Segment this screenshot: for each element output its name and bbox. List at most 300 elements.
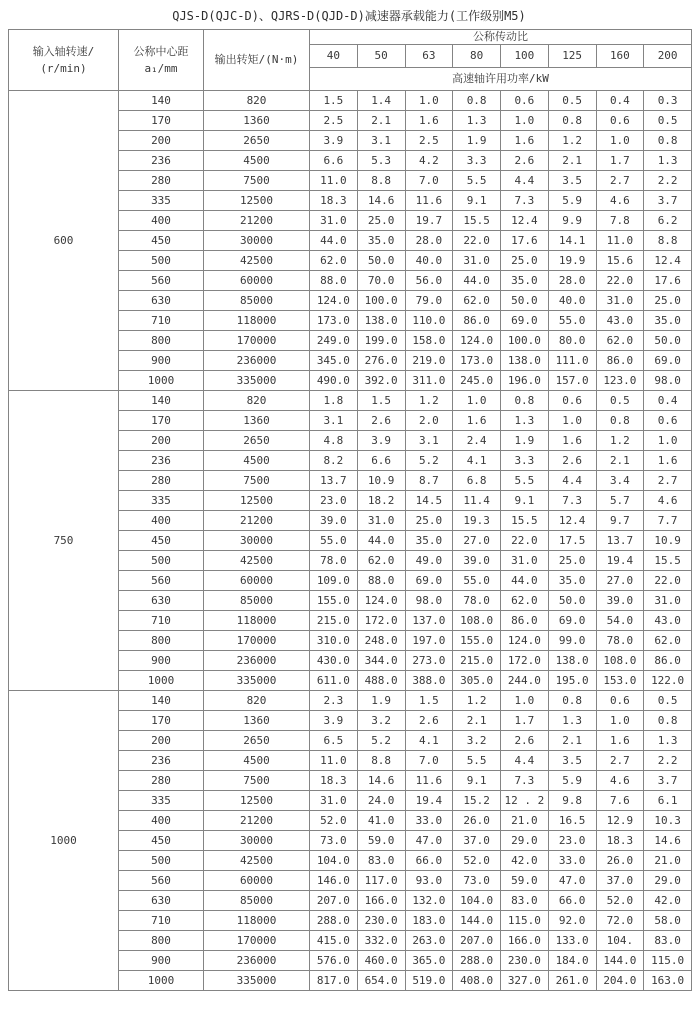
center-distance-cell: 710 — [119, 611, 204, 631]
header-ratio-group: 公称传动比 — [310, 30, 692, 45]
power-value-cell: 86.0 — [596, 351, 644, 371]
power-value-cell: 1.6 — [453, 411, 501, 431]
power-value-cell: 4.6 — [644, 491, 692, 511]
power-value-cell: 3.2 — [453, 731, 501, 751]
power-value-cell: 219.0 — [405, 351, 453, 371]
power-value-cell: 0.4 — [644, 391, 692, 411]
power-value-cell: 3.9 — [357, 431, 405, 451]
power-value-cell: 35.0 — [405, 531, 453, 551]
power-value-cell: 18.3 — [596, 831, 644, 851]
power-value-cell: 78.0 — [596, 631, 644, 651]
power-value-cell: 62.0 — [310, 251, 358, 271]
output-torque-cell: 236000 — [204, 651, 310, 671]
output-torque-cell: 85000 — [204, 291, 310, 311]
power-value-cell: 215.0 — [310, 611, 358, 631]
power-value-cell: 0.5 — [644, 691, 692, 711]
power-value-cell: 104. — [596, 931, 644, 951]
center-distance-cell: 236 — [119, 151, 204, 171]
power-value-cell: 52.0 — [453, 851, 501, 871]
power-value-cell: 2.1 — [548, 731, 596, 751]
power-value-cell: 6.1 — [644, 791, 692, 811]
power-value-cell: 249.0 — [310, 331, 358, 351]
output-torque-cell: 42500 — [204, 251, 310, 271]
power-value-cell: 392.0 — [357, 371, 405, 391]
power-value-cell: 1.0 — [501, 691, 549, 711]
power-value-cell: 79.0 — [405, 291, 453, 311]
power-value-cell: 27.0 — [596, 571, 644, 591]
center-distance-cell: 800 — [119, 631, 204, 651]
power-value-cell: 11.6 — [405, 771, 453, 791]
power-value-cell: 33.0 — [548, 851, 596, 871]
power-value-cell: 41.0 — [357, 811, 405, 831]
output-torque-cell: 1360 — [204, 411, 310, 431]
center-distance-cell: 170 — [119, 711, 204, 731]
power-value-cell: 19.3 — [453, 511, 501, 531]
output-torque-cell: 7500 — [204, 171, 310, 191]
power-value-cell: 138.0 — [548, 651, 596, 671]
group-speed-cell: 750 — [9, 391, 119, 691]
power-value-cell: 430.0 — [310, 651, 358, 671]
power-value-cell: 10.3 — [644, 811, 692, 831]
power-value-cell: 3.7 — [644, 771, 692, 791]
power-value-cell: 490.0 — [310, 371, 358, 391]
power-value-cell: 35.0 — [644, 311, 692, 331]
power-value-cell: 55.0 — [310, 531, 358, 551]
power-value-cell: 86.0 — [453, 311, 501, 331]
center-distance-cell: 236 — [119, 451, 204, 471]
output-torque-cell: 4500 — [204, 451, 310, 471]
power-value-cell: 7.6 — [596, 791, 644, 811]
center-distance-cell: 1000 — [119, 671, 204, 691]
output-torque-cell: 335000 — [204, 971, 310, 991]
power-value-cell: 73.0 — [310, 831, 358, 851]
power-value-cell: 17.6 — [644, 271, 692, 291]
power-value-cell: 0.8 — [644, 711, 692, 731]
power-value-cell: 2.0 — [405, 411, 453, 431]
power-value-cell: 6.6 — [357, 451, 405, 471]
power-value-cell: 288.0 — [310, 911, 358, 931]
power-value-cell: 19.4 — [596, 551, 644, 571]
power-value-cell: 98.0 — [405, 591, 453, 611]
power-value-cell: 138.0 — [357, 311, 405, 331]
power-value-cell: 2.6 — [405, 711, 453, 731]
power-value-cell: 2.4 — [453, 431, 501, 451]
output-torque-cell: 1360 — [204, 711, 310, 731]
center-distance-cell: 400 — [119, 511, 204, 531]
power-value-cell: 62.0 — [357, 551, 405, 571]
header-row-1 — [9, 30, 692, 45]
power-value-cell: 69.0 — [501, 311, 549, 331]
table-row — [9, 391, 692, 411]
center-distance-cell: 560 — [119, 571, 204, 591]
power-value-cell: 173.0 — [310, 311, 358, 331]
power-value-cell: 2.6 — [501, 731, 549, 751]
power-value-cell: 5.2 — [357, 731, 405, 751]
power-value-cell: 73.0 — [453, 871, 501, 891]
power-value-cell: 195.0 — [548, 671, 596, 691]
power-value-cell: 0.6 — [644, 411, 692, 431]
power-value-cell: 0.3 — [644, 91, 692, 111]
output-torque-cell: 820 — [204, 91, 310, 111]
power-value-cell: 31.0 — [310, 211, 358, 231]
power-value-cell: 88.0 — [310, 271, 358, 291]
power-value-cell: 66.0 — [548, 891, 596, 911]
power-value-cell: 12.4 — [548, 511, 596, 531]
header-output-torque: 输出转矩/(N·m) — [204, 30, 310, 91]
power-value-cell: 3.3 — [501, 451, 549, 471]
center-distance-cell: 560 — [119, 271, 204, 291]
power-value-cell: 12 . 2 — [501, 791, 549, 811]
power-value-cell: 9.1 — [501, 491, 549, 511]
output-torque-cell: 12500 — [204, 191, 310, 211]
power-value-cell: 3.9 — [310, 131, 358, 151]
power-value-cell: 0.6 — [596, 111, 644, 131]
power-value-cell: 3.1 — [310, 411, 358, 431]
capacity-table — [8, 29, 692, 991]
power-value-cell: 22.0 — [453, 231, 501, 251]
power-value-cell: 0.4 — [596, 91, 644, 111]
power-value-cell: 365.0 — [405, 951, 453, 971]
power-value-cell: 19.7 — [405, 211, 453, 231]
power-value-cell: 111.0 — [548, 351, 596, 371]
power-value-cell: 13.7 — [596, 531, 644, 551]
power-value-cell: 273.0 — [405, 651, 453, 671]
output-torque-cell: 60000 — [204, 571, 310, 591]
power-value-cell: 108.0 — [453, 611, 501, 631]
output-torque-cell: 170000 — [204, 331, 310, 351]
output-torque-cell: 12500 — [204, 491, 310, 511]
power-value-cell: 39.0 — [310, 511, 358, 531]
power-value-cell: 44.0 — [310, 231, 358, 251]
power-value-cell: 1.3 — [644, 731, 692, 751]
power-value-cell: 12.4 — [501, 211, 549, 231]
power-value-cell: 42.0 — [644, 891, 692, 911]
power-value-cell: 1.3 — [453, 111, 501, 131]
power-value-cell: 25.0 — [405, 511, 453, 531]
power-value-cell: 11.0 — [310, 751, 358, 771]
output-torque-cell: 7500 — [204, 471, 310, 491]
power-value-cell: 14.6 — [357, 191, 405, 211]
power-value-cell: 611.0 — [310, 671, 358, 691]
power-value-cell: 6.6 — [310, 151, 358, 171]
power-value-cell: 35.0 — [548, 571, 596, 591]
power-value-cell: 3.1 — [357, 131, 405, 151]
power-value-cell: 1.0 — [453, 391, 501, 411]
power-value-cell: 1.6 — [501, 131, 549, 151]
power-value-cell: 43.0 — [644, 611, 692, 631]
power-value-cell: 62.0 — [596, 331, 644, 351]
center-distance-cell: 1000 — [119, 971, 204, 991]
power-value-cell: 3.5 — [548, 171, 596, 191]
power-value-cell: 55.0 — [548, 311, 596, 331]
center-distance-cell: 140 — [119, 91, 204, 111]
power-value-cell: 92.0 — [548, 911, 596, 931]
power-value-cell: 4.1 — [453, 451, 501, 471]
power-value-cell: 5.9 — [548, 771, 596, 791]
power-value-cell: 137.0 — [405, 611, 453, 631]
power-value-cell: 1.2 — [405, 391, 453, 411]
header-ratio-160: 160 — [596, 45, 644, 68]
power-value-cell: 1.0 — [501, 111, 549, 131]
power-value-cell: 1.2 — [548, 131, 596, 151]
power-value-cell: 207.0 — [310, 891, 358, 911]
power-value-cell: 0.8 — [548, 111, 596, 131]
center-distance-cell: 800 — [119, 931, 204, 951]
header-input-speed-line2: (r/min) — [40, 62, 87, 75]
power-value-cell: 5.3 — [357, 151, 405, 171]
power-value-cell: 7.8 — [596, 211, 644, 231]
power-value-cell: 2.2 — [644, 171, 692, 191]
power-value-cell: 1.3 — [644, 151, 692, 171]
power-value-cell: 35.0 — [501, 271, 549, 291]
power-value-cell: 166.0 — [501, 931, 549, 951]
power-value-cell: 69.0 — [548, 611, 596, 631]
power-value-cell: 4.6 — [596, 191, 644, 211]
power-value-cell: 344.0 — [357, 651, 405, 671]
power-value-cell: 31.0 — [310, 791, 358, 811]
power-value-cell: 44.0 — [453, 271, 501, 291]
output-torque-cell: 21200 — [204, 211, 310, 231]
power-value-cell: 3.7 — [644, 191, 692, 211]
power-value-cell: 1.0 — [405, 91, 453, 111]
output-torque-cell: 30000 — [204, 231, 310, 251]
power-value-cell: 0.8 — [644, 131, 692, 151]
power-value-cell: 14.6 — [644, 831, 692, 851]
center-distance-cell: 200 — [119, 731, 204, 751]
output-torque-cell: 4500 — [204, 751, 310, 771]
power-value-cell: 310.0 — [310, 631, 358, 651]
power-value-cell: 172.0 — [501, 651, 549, 671]
power-value-cell: 31.0 — [357, 511, 405, 531]
power-value-cell: 44.0 — [357, 531, 405, 551]
center-distance-cell: 170 — [119, 111, 204, 131]
power-value-cell: 4.8 — [310, 431, 358, 451]
power-value-cell: 33.0 — [405, 811, 453, 831]
power-value-cell: 0.5 — [548, 91, 596, 111]
power-value-cell: 50.0 — [644, 331, 692, 351]
power-value-cell: 122.0 — [644, 671, 692, 691]
power-value-cell: 40.0 — [548, 291, 596, 311]
power-value-cell: 4.4 — [501, 751, 549, 771]
header-ratio-63: 63 — [405, 45, 453, 68]
power-value-cell: 1.6 — [644, 451, 692, 471]
output-torque-cell: 820 — [204, 691, 310, 711]
power-value-cell: 2.1 — [548, 151, 596, 171]
power-value-cell: 31.0 — [453, 251, 501, 271]
header-ratio-200: 200 — [644, 45, 692, 68]
power-value-cell: 16.5 — [548, 811, 596, 831]
power-value-cell: 72.0 — [596, 911, 644, 931]
output-torque-cell: 2650 — [204, 431, 310, 451]
header-ratio-40: 40 — [310, 45, 358, 68]
power-value-cell: 117.0 — [357, 871, 405, 891]
header-input-speed-line1: 输入轴转速/ — [32, 45, 95, 58]
power-value-cell: 5.9 — [548, 191, 596, 211]
power-value-cell: 144.0 — [453, 911, 501, 931]
center-distance-cell: 335 — [119, 491, 204, 511]
power-value-cell: 1.2 — [596, 431, 644, 451]
header-ratio-80: 80 — [453, 45, 501, 68]
power-value-cell: 196.0 — [501, 371, 549, 391]
power-value-cell: 2.6 — [357, 411, 405, 431]
header-ratio-50: 50 — [357, 45, 405, 68]
power-value-cell: 100.0 — [501, 331, 549, 351]
power-value-cell: 104.0 — [310, 851, 358, 871]
power-value-cell: 124.0 — [501, 631, 549, 651]
power-value-cell: 56.0 — [405, 271, 453, 291]
power-value-cell: 3.3 — [453, 151, 501, 171]
power-value-cell: 4.4 — [548, 471, 596, 491]
header-center-distance-line1: 公称中心距 — [133, 45, 189, 58]
power-value-cell: 2.6 — [501, 151, 549, 171]
power-value-cell: 132.0 — [405, 891, 453, 911]
power-value-cell: 14.6 — [357, 771, 405, 791]
power-value-cell: 19.4 — [405, 791, 453, 811]
power-value-cell: 0.5 — [596, 391, 644, 411]
power-value-cell: 3.9 — [310, 711, 358, 731]
power-value-cell: 59.0 — [501, 871, 549, 891]
power-value-cell: 124.0 — [357, 591, 405, 611]
output-torque-cell: 12500 — [204, 791, 310, 811]
output-torque-cell: 21200 — [204, 511, 310, 531]
power-value-cell: 83.0 — [501, 891, 549, 911]
power-value-cell: 47.0 — [548, 871, 596, 891]
power-value-cell: 9.8 — [548, 791, 596, 811]
center-distance-cell: 710 — [119, 911, 204, 931]
power-value-cell: 1.5 — [310, 91, 358, 111]
power-value-cell: 115.0 — [644, 951, 692, 971]
power-value-cell: 2.7 — [644, 471, 692, 491]
power-value-cell: 276.0 — [357, 351, 405, 371]
power-value-cell: 123.0 — [596, 371, 644, 391]
power-value-cell: 166.0 — [357, 891, 405, 911]
power-value-cell: 80.0 — [548, 331, 596, 351]
table-row — [9, 691, 692, 711]
output-torque-cell: 170000 — [204, 631, 310, 651]
center-distance-cell: 280 — [119, 471, 204, 491]
power-value-cell: 62.0 — [501, 591, 549, 611]
power-value-cell: 86.0 — [501, 611, 549, 631]
power-value-cell: 332.0 — [357, 931, 405, 951]
power-value-cell: 1.4 — [357, 91, 405, 111]
power-value-cell: 14.5 — [405, 491, 453, 511]
power-value-cell: 3.1 — [405, 431, 453, 451]
power-value-cell: 0.8 — [501, 391, 549, 411]
table-header — [9, 30, 692, 91]
power-value-cell: 2.6 — [548, 451, 596, 471]
power-value-cell: 28.0 — [548, 271, 596, 291]
power-value-cell: 388.0 — [405, 671, 453, 691]
header-ratio-125: 125 — [548, 45, 596, 68]
power-value-cell: 2.1 — [453, 711, 501, 731]
power-value-cell: 15.5 — [453, 211, 501, 231]
power-value-cell: 2.1 — [357, 111, 405, 131]
power-value-cell: 7.3 — [501, 191, 549, 211]
power-value-cell: 245.0 — [453, 371, 501, 391]
power-value-cell: 26.0 — [596, 851, 644, 871]
power-value-cell: 138.0 — [501, 351, 549, 371]
power-value-cell: 88.0 — [357, 571, 405, 591]
power-value-cell: 0.8 — [453, 91, 501, 111]
power-value-cell: 31.0 — [644, 591, 692, 611]
power-value-cell: 204.0 — [596, 971, 644, 991]
power-value-cell: 8.2 — [310, 451, 358, 471]
power-value-cell: 12.9 — [596, 811, 644, 831]
power-value-cell: 62.0 — [453, 291, 501, 311]
power-value-cell: 1.6 — [405, 111, 453, 131]
power-value-cell: 3.2 — [357, 711, 405, 731]
power-value-cell: 19.9 — [548, 251, 596, 271]
power-value-cell: 23.0 — [548, 831, 596, 851]
power-value-cell: 4.6 — [596, 771, 644, 791]
output-torque-cell: 4500 — [204, 151, 310, 171]
header-power-label: 高速轴许用功率/kW — [310, 68, 692, 91]
power-value-cell: 5.5 — [501, 471, 549, 491]
center-distance-cell: 500 — [119, 551, 204, 571]
output-torque-cell: 21200 — [204, 811, 310, 831]
power-value-cell: 31.0 — [501, 551, 549, 571]
power-value-cell: 230.0 — [357, 911, 405, 931]
power-value-cell: 1.7 — [596, 151, 644, 171]
power-value-cell: 183.0 — [405, 911, 453, 931]
power-value-cell: 4.4 — [501, 171, 549, 191]
power-value-cell: 2.1 — [596, 451, 644, 471]
power-value-cell: 244.0 — [501, 671, 549, 691]
center-distance-cell: 200 — [119, 431, 204, 451]
power-value-cell: 5.7 — [596, 491, 644, 511]
power-value-cell: 47.0 — [405, 831, 453, 851]
power-value-cell: 11.6 — [405, 191, 453, 211]
power-value-cell: 2.5 — [405, 131, 453, 151]
power-value-cell: 11.0 — [596, 231, 644, 251]
power-value-cell: 17.6 — [501, 231, 549, 251]
power-value-cell: 14.1 — [548, 231, 596, 251]
output-torque-cell: 236000 — [204, 951, 310, 971]
power-value-cell: 1.5 — [357, 391, 405, 411]
power-value-cell: 263.0 — [405, 931, 453, 951]
output-torque-cell: 2650 — [204, 731, 310, 751]
power-value-cell: 5.2 — [405, 451, 453, 471]
power-value-cell: 11.4 — [453, 491, 501, 511]
power-value-cell: 6.8 — [453, 471, 501, 491]
power-value-cell: 1.7 — [501, 711, 549, 731]
power-value-cell: 25.0 — [501, 251, 549, 271]
power-value-cell: 576.0 — [310, 951, 358, 971]
power-value-cell: 817.0 — [310, 971, 358, 991]
power-value-cell: 7.3 — [548, 491, 596, 511]
table-body — [9, 91, 692, 991]
power-value-cell: 83.0 — [644, 931, 692, 951]
group-speed-cell: 1000 — [9, 691, 119, 991]
power-value-cell: 1.3 — [501, 411, 549, 431]
power-value-cell: 7.0 — [405, 171, 453, 191]
output-torque-cell: 170000 — [204, 931, 310, 951]
power-value-cell: 50.0 — [548, 591, 596, 611]
output-torque-cell: 118000 — [204, 311, 310, 331]
power-value-cell: 7.0 — [405, 751, 453, 771]
power-value-cell: 1.6 — [596, 731, 644, 751]
power-value-cell: 261.0 — [548, 971, 596, 991]
power-value-cell: 288.0 — [453, 951, 501, 971]
power-value-cell: 207.0 — [453, 931, 501, 951]
power-value-cell: 8.8 — [357, 751, 405, 771]
center-distance-cell: 236 — [119, 751, 204, 771]
output-torque-cell: 60000 — [204, 871, 310, 891]
power-value-cell: 9.9 — [548, 211, 596, 231]
power-value-cell: 115.0 — [501, 911, 549, 931]
power-value-cell: 6.5 — [310, 731, 358, 751]
power-value-cell: 2.5 — [310, 111, 358, 131]
